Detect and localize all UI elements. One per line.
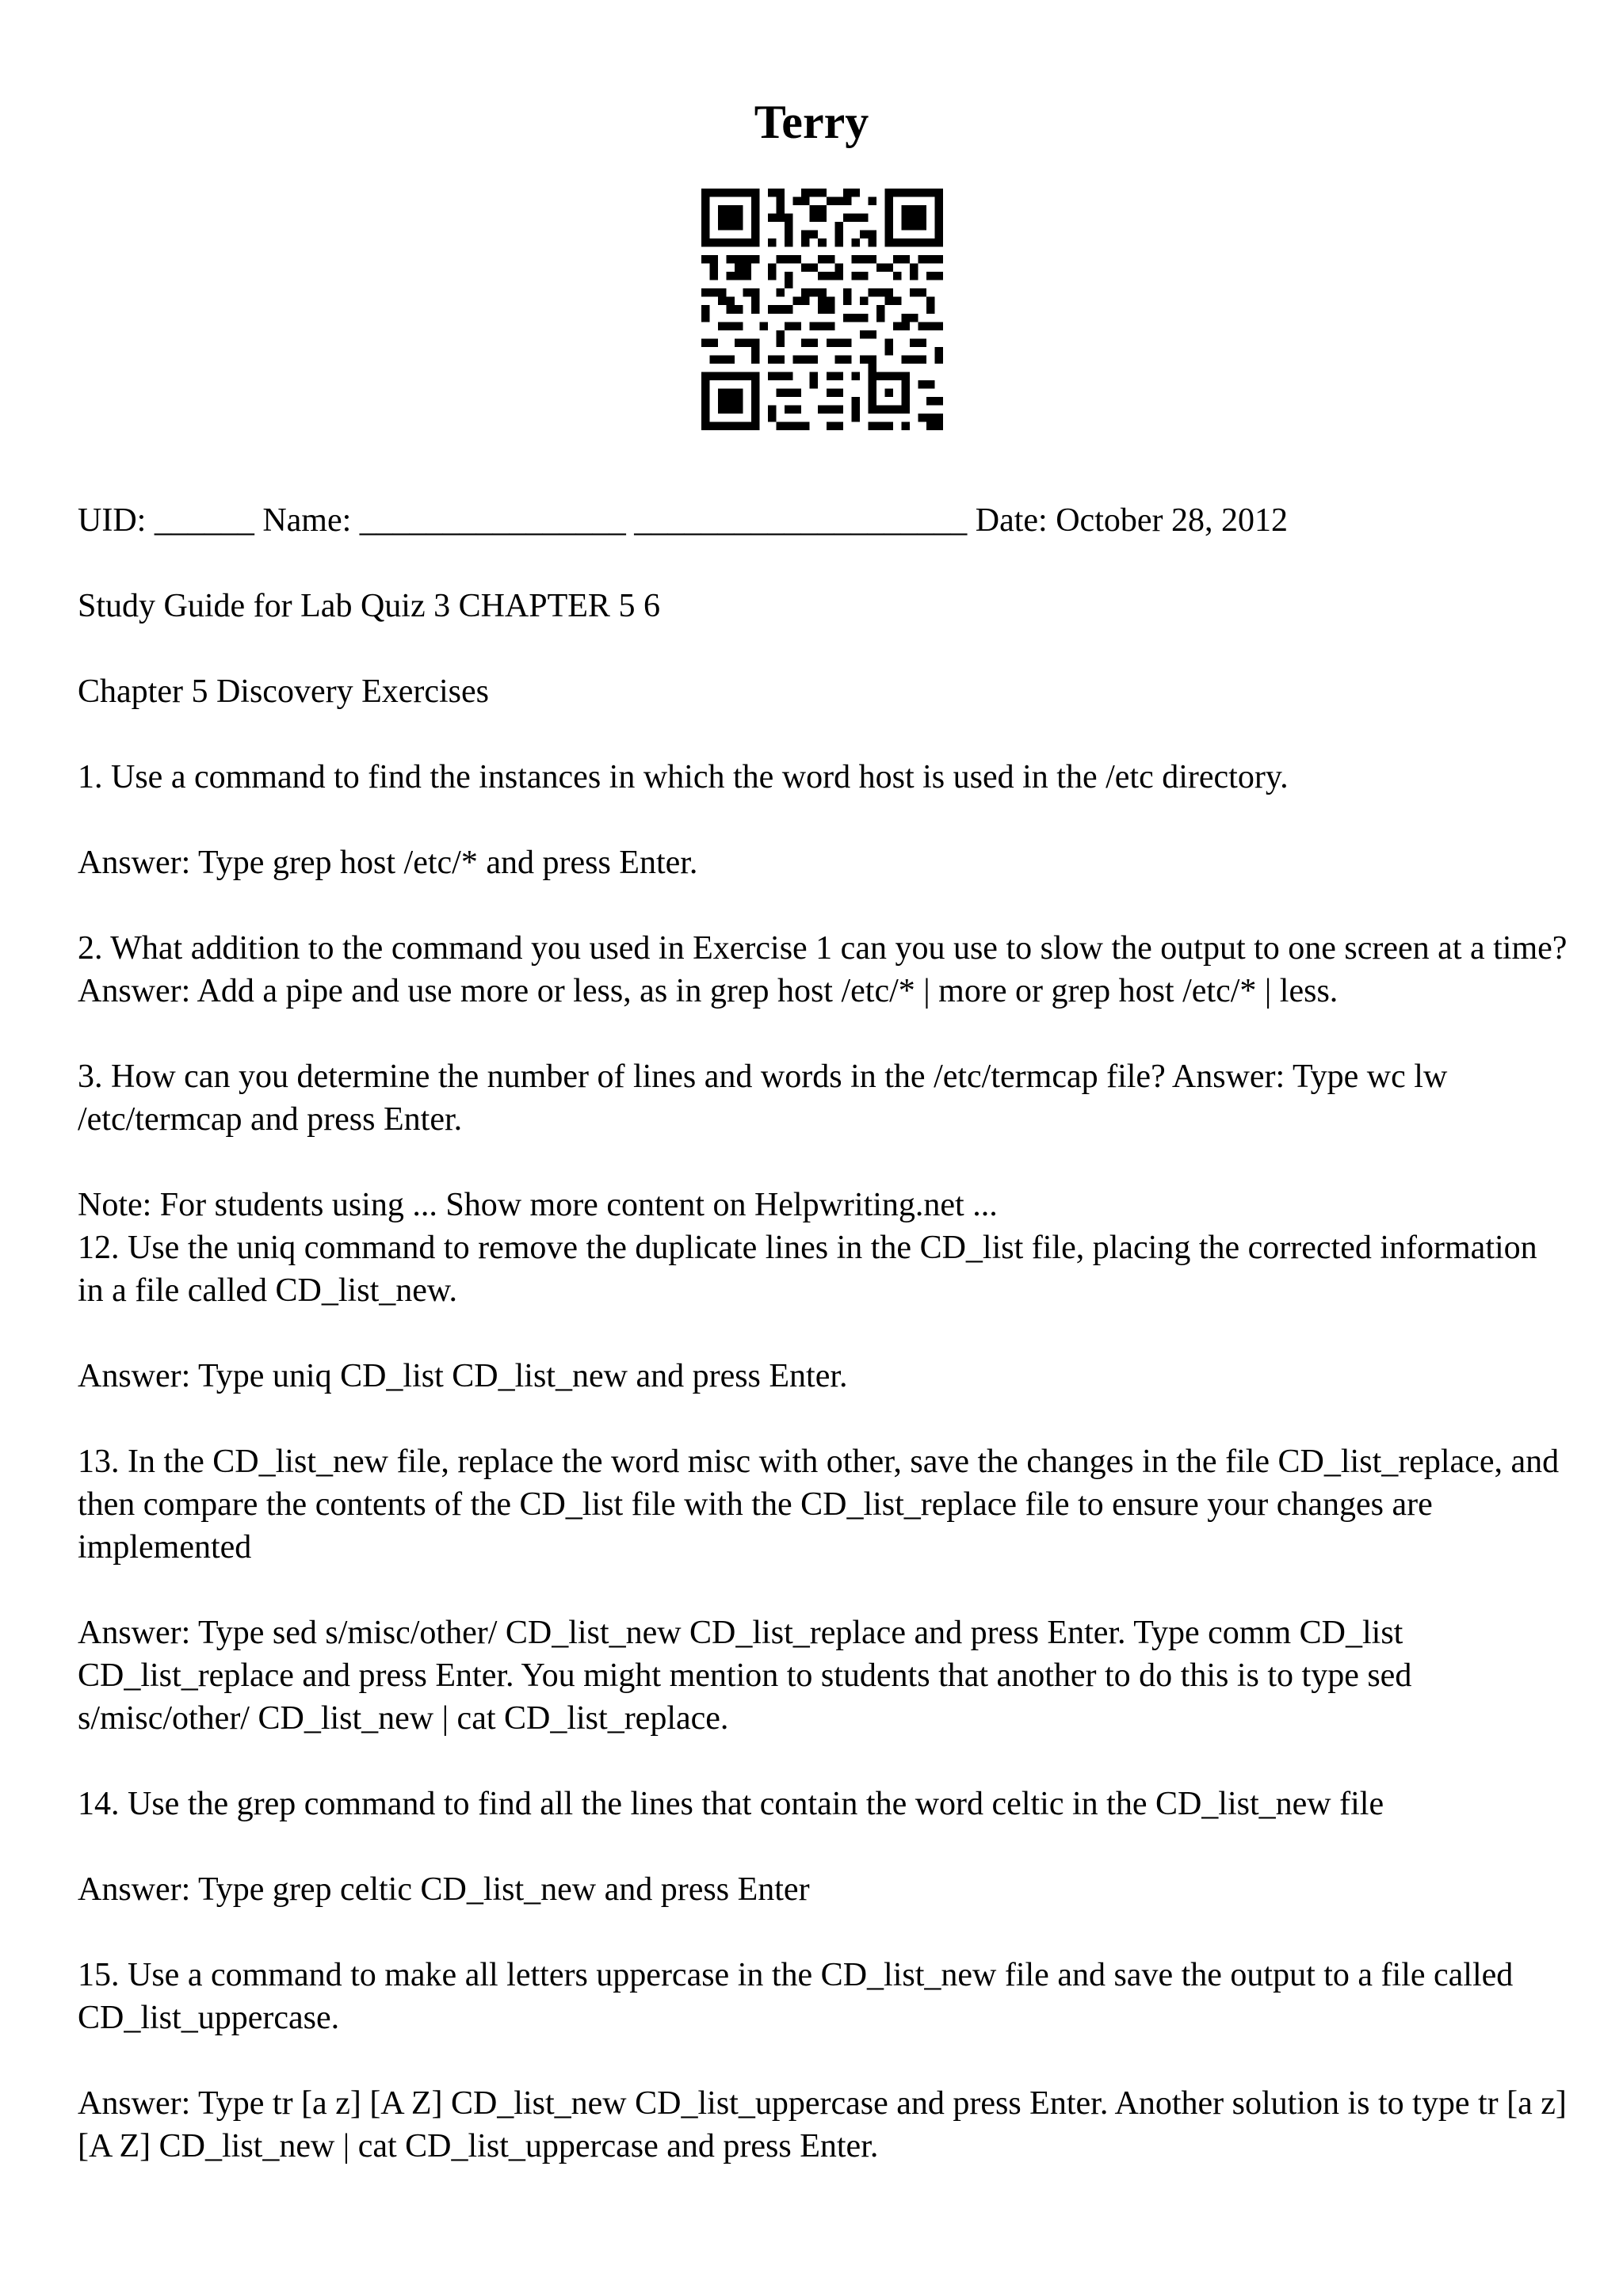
- paragraph: Answer: Type grep celtic CD_list_new and press Enter: [78, 1871, 810, 1908]
- paragraph: 1. Use a command to find the instances in which the word host is used in the /etc directory.: [78, 759, 1289, 795]
- paragraph: Answer: Type grep host /etc/* and press Enter.: [78, 845, 698, 881]
- form-line: UID: ______ Name: ________________ ____________________ Date: October 28, 2012: [78, 502, 1288, 539]
- chapter-heading: Chapter 5 Discovery Exercises: [78, 673, 489, 710]
- document-body: [78, 499, 1568, 2168]
- paragraph: Answer: Type tr [a z] [A Z] CD_list_new CD_list_uppercase and press Enter. Another solution is to type tr [a z] [A Z] CD_list_new | cat CD_list_uppercase and press Enter.: [78, 2085, 1567, 2164]
- paragraph: 3. How can you determine the number of lines and words in the /etc/termcap file? Answer: Type wc lw /etc/termcap and press Enter.: [78, 1058, 1448, 1138]
- paragraph: 15. Use a command to make all letters uppercase in the CD_list_new file and save the output to a file called CD_list_uppercase.: [78, 1957, 1514, 2036]
- paragraph: 13. In the CD_list_new file, replace the word misc with other, save the changes in the file CD_list_replace, and then compare the contents of the CD_list file with the CD_list_replace file to ensure your changes are implemented: [78, 1444, 1560, 1566]
- paragraph: Note: For students using ... Show more content on Helpwriting.net ...: [78, 1187, 998, 1223]
- paragraph: Answer: Type sed s/misc/other/ CD_list_new CD_list_replace and press Enter. Type comm CD_list CD_list_replace and press Enter. You might mention to students that another to do this is to type sed s/misc/other/ CD_list_new | cat CD_list_replace.: [78, 1615, 1412, 1737]
- paragraph: Answer: Type uniq CD_list CD_list_new and press Enter.: [78, 1358, 848, 1394]
- qr-code-icon: [701, 189, 943, 430]
- page-title: Terry: [754, 96, 869, 148]
- paragraph: 14. Use the grep command to find all the lines that contain the word celtic in the CD_list_new file: [78, 1786, 1384, 1822]
- guide-title: Study Guide for Lab Quiz 3 CHAPTER 5 6: [78, 588, 660, 624]
- paragraph: 2. What addition to the command you used in Exercise 1 can you use to slow the output to one screen at a time? Answer: Add a pipe and use more or less, as in grep host /etc/* | more or grep host /etc/* | less.: [78, 930, 1568, 1009]
- paragraph: 12. Use the uniq command to remove the duplicate lines in the CD_list file, placing the corrected information in a file called CD_list_new.: [78, 1230, 1537, 1309]
